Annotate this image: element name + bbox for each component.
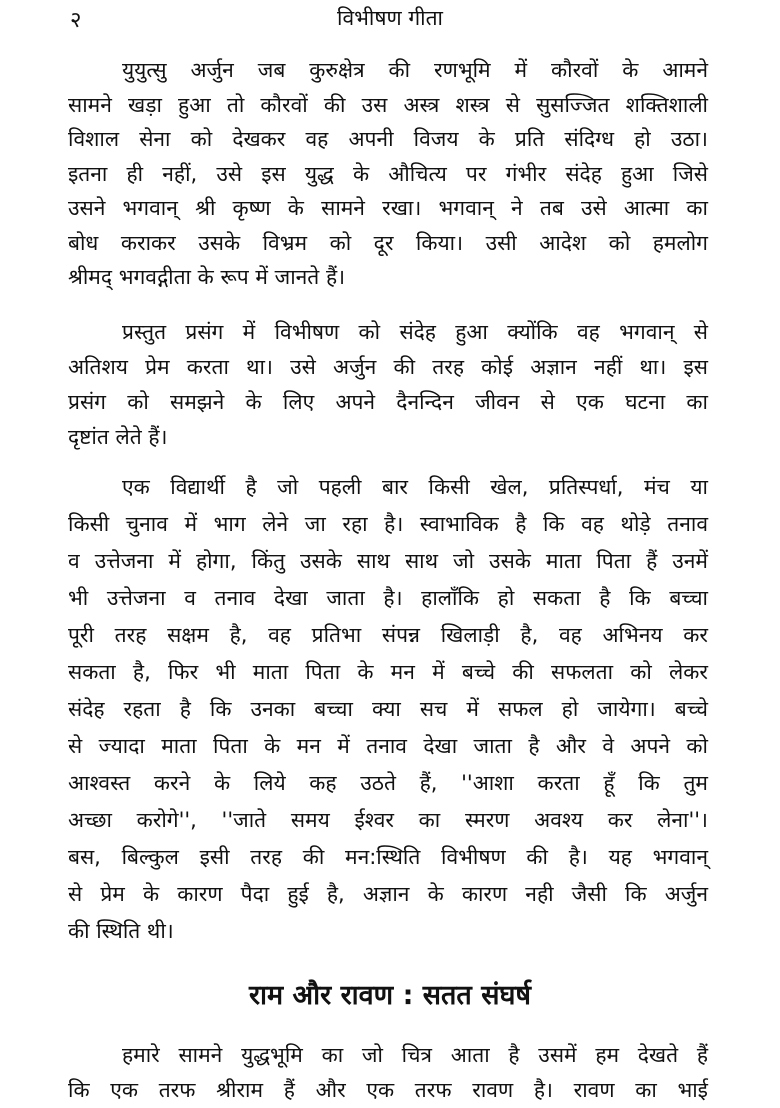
paragraph-line: भी उत्तेजना व तनाव देखा जाता है। हालाँकि हो सकता है कि बच्चा xyxy=(68,586,708,610)
paragraph-line: पूरी तरह सक्षम है, वह प्रतिभा संपन्न खिलाड़ी है, वह अभिनय कर xyxy=(68,623,708,647)
paragraph-line: श्रीमद् भगवद्गीता के रूप में जानते हैं। xyxy=(68,265,346,289)
paragraph-line: इतना ही नहीं, उसे इस युद्ध के औचित्य पर गंभीर संदेह हुआ जिसे xyxy=(68,161,708,186)
paragraph-line: एक विद्यार्थी है जो पहली बार किसी खेल, प्रतिस्पर्धा, मंच या xyxy=(122,475,708,499)
paragraph-line: प्रस्तुत प्रसंग में विभीषण को संदेह हुआ क्योंकि वह भगवान् से xyxy=(122,320,708,344)
section-heading: राम और रावण : सतत संघर्ष xyxy=(248,980,532,1011)
paragraph-line: सकता है, फिर भी माता पिता के मन में बच्चे की सफलता को लेकर xyxy=(68,660,708,684)
paragraph-line: से ज्यादा माता पिता के मन में तनाव देखा जाता है और वे अपने को xyxy=(68,734,708,758)
paragraph-line: हमारे सामने युद्धभूमि का जो चित्र आता है उसमें हम देखते हैं xyxy=(122,1043,708,1067)
paragraph-line: अतिशय प्रेम करता था। उसे अर्जुन की तरह कोई अज्ञान नहीं था। इस xyxy=(68,355,708,379)
paragraph-line: दृष्टांत लेते हैं। xyxy=(68,425,168,449)
paragraph-line: सामने खड़ा हुआ तो कौरवों की उस अस्त्र शस्त्र से सुसज्जित शक्तिशाली xyxy=(68,92,708,117)
paragraph-line: बोध कराकर उसके विभ्रम को दूर किया। उसी आदेश को हमलोग xyxy=(68,230,708,255)
paragraph-line: बस, बिल्कुल इसी तरह की मन:स्थिति विभीषण की है। यह भगवान् xyxy=(68,845,708,869)
paragraph-line: प्रसंग को समझने के लिए अपने दैनन्दिन जीवन से एक घटना का xyxy=(68,390,708,414)
paragraph-line: उसने भगवान् श्री कृष्ण के सामने रखा। भगवान् ने तब उसे आत्मा का xyxy=(68,196,708,220)
paragraph-line: संदेह रहता है कि उनका बच्चा क्या सच में सफल हो जायेगा। बच्चे xyxy=(68,697,708,721)
paragraph-line: युयुत्सु अर्जुन जब कुरुक्षेत्र की रणभूमि में कौरवों के आमने xyxy=(122,58,708,82)
paragraph-line: अच्छा करोगे'', ''जाते समय ईश्वर का स्मरण अवश्य कर लेना''। xyxy=(68,808,708,832)
paragraph-line: किसी चुनाव में भाग लेने जा रहा है। स्वाभाविक है कि वह थोड़े तनाव xyxy=(68,512,708,536)
page-number: २ xyxy=(70,8,82,33)
paragraph-line: आश्वस्त करने के लिये कह उठते हैं, ''आशा करता हूँ कि तुम xyxy=(68,771,708,795)
paragraph-line: व उत्तेजना में होगा, किंतु उसके साथ साथ जो उसके माता पिता हैं उनमें xyxy=(68,549,708,573)
paragraph-line: विशाल सेना को देखकर वह अपनी विजय के प्रति संदिग्ध हो उठा। xyxy=(68,127,708,151)
paragraph-line: से प्रेम के कारण पैदा हुई है, अज्ञान के कारण नही जैसी कि अर्जुन xyxy=(68,882,708,906)
running-title: विभीषण गीता xyxy=(337,6,443,30)
paragraph-line: कि एक तरफ श्रीराम हैं और एक तरफ रावण है। रावण का भाई xyxy=(68,1078,708,1102)
paragraph-line: की स्थिति थी। xyxy=(68,919,174,943)
